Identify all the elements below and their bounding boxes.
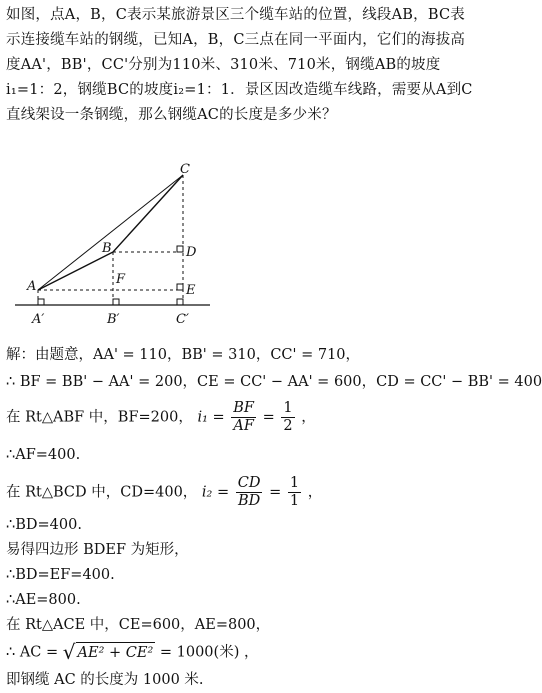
line11-result: = 1000(米) ， <box>159 644 259 661</box>
label-a: A <box>27 279 37 294</box>
line3-slope: i₁ = <box>197 409 225 426</box>
label-c: C <box>180 162 190 177</box>
line3-text: 在 Rt△ABF 中，BF=200， <box>6 409 193 426</box>
radicand: AE² + CE² <box>76 642 156 663</box>
solution-line-6: ∴BD=400. <box>6 517 82 533</box>
line5-text: 在 Rt△BCD 中，CD=400， <box>6 484 198 501</box>
solution-line-11 <box>6 642 478 663</box>
solution-line-7: 易得四边形 BDEF 为矩形， <box>6 542 189 558</box>
solution-line-5 <box>6 475 478 510</box>
fraction-numerator: 1 <box>283 400 293 416</box>
right-angle-a-prime <box>38 299 44 305</box>
right-angle-d <box>177 246 183 252</box>
geometry-diagram <box>10 160 215 335</box>
label-d: D <box>186 245 197 260</box>
fraction-denominator: AF <box>233 418 254 434</box>
right-angle-e <box>177 284 183 290</box>
fraction-numerator: CD <box>237 475 261 491</box>
fraction-denominator: 1 <box>289 493 300 509</box>
line5-comma: ， <box>307 484 323 501</box>
solution-line-8: ∴BD=EF=400. <box>6 567 115 583</box>
label-b-prime: B′ <box>107 312 120 327</box>
solution-line-10: 在 Rt△ACE 中，CE=600，AE=800， <box>6 617 271 633</box>
label-f: F <box>116 272 126 287</box>
segment-ac <box>38 175 183 290</box>
fraction-one-half <box>281 400 294 435</box>
radical-sign: √ <box>62 640 76 664</box>
fraction-numerator: 1 <box>289 475 300 491</box>
equals-sign: = <box>269 484 282 501</box>
label-e: E <box>186 283 196 298</box>
solution-line-9: ∴AE=800. <box>6 592 81 608</box>
line5-slope: i₂ = <box>201 484 230 501</box>
fraction-denominator: 2 <box>283 418 293 434</box>
fraction-cd-bd <box>236 475 263 510</box>
square-root <box>63 642 155 663</box>
fraction-denominator: BD <box>237 493 261 509</box>
segment-bc <box>113 175 183 252</box>
segment-ab <box>38 252 113 290</box>
fraction-one-one <box>288 475 301 510</box>
solution-line-12: 即钢缆 AC 的长度为 1000 米. <box>6 672 204 688</box>
fraction-numerator: BF <box>233 400 254 416</box>
label-c-prime: C′ <box>176 312 189 327</box>
label-a-prime: A′ <box>32 312 45 327</box>
solution-line-4: ∴AF=400. <box>6 447 81 463</box>
line3-comma: ， <box>301 409 316 426</box>
fraction-bf-af <box>231 400 256 435</box>
label-b: B <box>102 241 112 256</box>
geometry-figure <box>10 160 215 335</box>
solution-line-1: 解：由题意，AA' = 110，BB' = 310，CC' = 710， <box>6 347 361 363</box>
equals-sign: = <box>262 409 275 426</box>
line11-text: ∴ AC = <box>6 644 59 661</box>
right-angle-c-prime <box>177 299 183 305</box>
problem-text: 如图，点A，B，C表示某旅游景区三个缆车站的位置，线段AB，BC表示连接缆车站的钢缆，已知A，B，C三点在同一平面内，它们的海拔高度AA'，BB'，CC'分别为110米、310米、710米，钢缆AB的坡度i₁=1：2，钢缆BC的坡度i₂=1：1．景区因改造缆车线路，需要从A到C直线架设一条钢缆，那么钢缆AC的长度是多少米？ <box>6 7 473 123</box>
right-angle-b-prime <box>113 299 119 305</box>
solution-line-3 <box>6 400 478 435</box>
solution-line-2: ∴ BF = BB' − AA' = 200，CE = CC' − AA' = 600，CD = CC' − BB' = 400 <box>6 374 542 390</box>
